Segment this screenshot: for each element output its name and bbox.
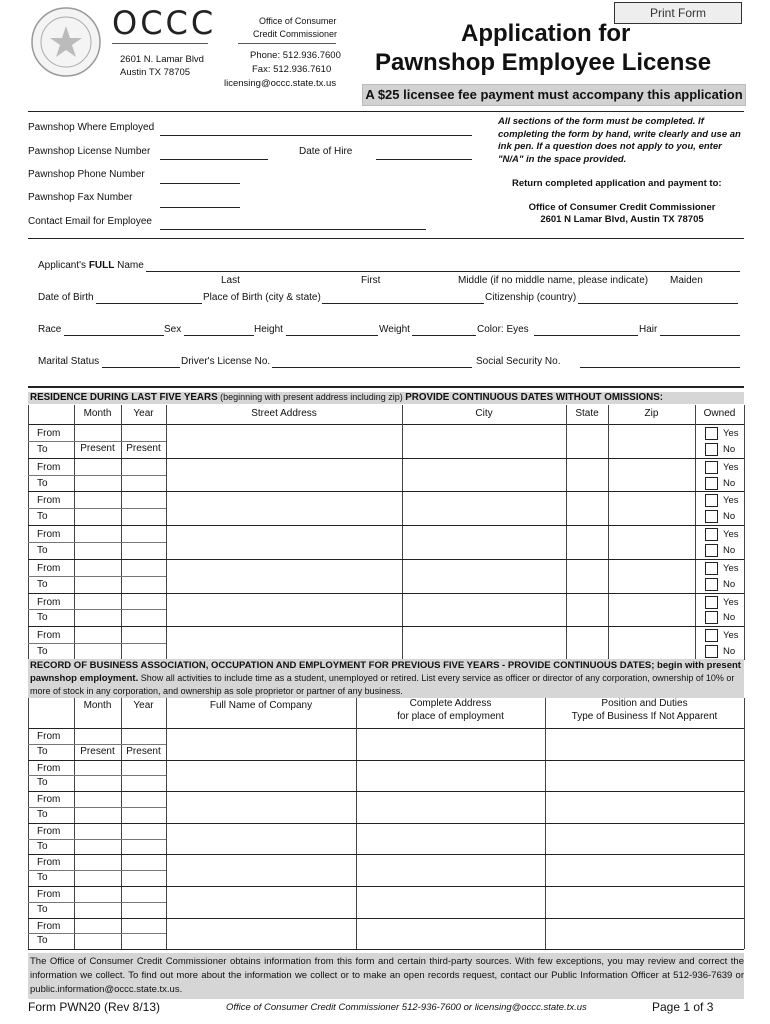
residence-row-line bbox=[28, 458, 744, 459]
title-line-2: Pawnshop Employee License bbox=[375, 49, 712, 76]
residence-col-line bbox=[744, 405, 745, 660]
owned-no-label: No bbox=[723, 544, 736, 556]
label-contact-email: Contact Email for Employee bbox=[28, 216, 152, 227]
owned-no-label: No bbox=[723, 511, 736, 523]
business-col-address-2: for place of employment bbox=[397, 711, 504, 722]
business-title: RECORD OF BUSINESS ASSOCIATION, OCCUPATION AND EMPLOYMENT FOR PREVIOUS FIVE YEARS - PROVIDE CONTINUOUS DATES; begin with present pawnshop employment. Show all activities to include time as a student, unemployed or retired. List every service as officer or director of any corporation, ownership of 10% or more of stock in any corporation, and ownership as sole proprietor or partner of any business. bbox=[30, 660, 741, 696]
business-half-line bbox=[28, 902, 166, 903]
label-middle: Middle (if no middle name, please indicate) bbox=[458, 275, 649, 286]
business-from-label: From bbox=[37, 762, 61, 774]
residence-col-line bbox=[166, 405, 167, 660]
residence-col-line bbox=[566, 405, 567, 660]
residence-half-line bbox=[28, 542, 166, 543]
divider-residence bbox=[28, 386, 744, 388]
label-race: Race bbox=[38, 324, 62, 335]
input-pob[interactable] bbox=[322, 303, 484, 304]
residence-half-line bbox=[28, 643, 166, 644]
label-pawnshop-fax: Pawnshop Fax Number bbox=[28, 192, 133, 203]
residence-col-line bbox=[608, 405, 609, 660]
residence-half-line bbox=[28, 576, 166, 577]
owned-no-label: No bbox=[723, 646, 736, 658]
owned-no-checkbox[interactable] bbox=[705, 645, 718, 658]
owned-yes-label: Yes bbox=[723, 562, 739, 574]
label-sex: Sex bbox=[164, 324, 182, 335]
label-date-of-hire: Date of Hire bbox=[299, 146, 353, 157]
input-citizenship[interactable] bbox=[578, 303, 738, 304]
residence-row-line bbox=[28, 626, 744, 627]
residence-from-label: From bbox=[37, 529, 61, 541]
return-to-text: Return completed application and payment to: bbox=[512, 178, 722, 189]
business-half-line bbox=[28, 775, 166, 776]
seal-logo bbox=[30, 6, 102, 78]
business-present-year: Present bbox=[126, 745, 161, 757]
residence-col-line bbox=[402, 405, 403, 660]
business-col-year: Year bbox=[133, 700, 154, 711]
business-row-line bbox=[28, 791, 744, 792]
residence-from-label: From bbox=[37, 495, 61, 507]
input-date-of-hire[interactable] bbox=[376, 159, 472, 160]
residence-col-4: State bbox=[575, 408, 599, 419]
business-to-label: To bbox=[37, 840, 48, 852]
owned-no-checkbox[interactable] bbox=[705, 510, 718, 523]
divider-top bbox=[28, 111, 744, 112]
business-row-line bbox=[28, 854, 744, 855]
agency-underline bbox=[238, 43, 336, 44]
residence-to-label: To bbox=[37, 612, 48, 624]
residence-from-label: From bbox=[37, 428, 61, 439]
page-number: Page 1 of 3 bbox=[652, 1000, 714, 1014]
input-hair[interactable] bbox=[660, 335, 740, 336]
owned-no-checkbox[interactable] bbox=[705, 443, 718, 456]
input-pawnshop-fax[interactable] bbox=[160, 207, 240, 208]
residence-half-line bbox=[28, 508, 166, 509]
owned-yes-checkbox[interactable] bbox=[705, 427, 718, 440]
business-from-label: From bbox=[37, 794, 61, 806]
form-id: Form PWN20 (Rev 8/13) bbox=[28, 1000, 161, 1014]
input-height[interactable] bbox=[286, 335, 378, 336]
label-drivers-license: Driver's License No. bbox=[181, 356, 271, 367]
residence-half-line bbox=[28, 441, 166, 442]
residence-half-line bbox=[28, 609, 166, 610]
label-pawnshop-phone: Pawnshop Phone Number bbox=[28, 169, 145, 180]
input-pawnshop-license-number[interactable] bbox=[160, 159, 268, 160]
print-form-button[interactable]: Print Form bbox=[614, 2, 742, 24]
input-drivers-license[interactable] bbox=[272, 367, 472, 368]
business-present-month: Present bbox=[80, 745, 115, 757]
business-row-line bbox=[28, 918, 744, 919]
label-marital-status: Marital Status bbox=[38, 356, 100, 367]
label-weight: Weight bbox=[379, 324, 410, 335]
input-pawnshop-where-employed[interactable] bbox=[160, 135, 472, 136]
label-full-name: Applicant's FULL Name bbox=[38, 260, 144, 271]
owned-no-checkbox[interactable] bbox=[705, 578, 718, 591]
residence-from-label: From bbox=[37, 630, 61, 642]
residence-col-6: Owned bbox=[703, 408, 736, 419]
label-hair: Hair bbox=[639, 324, 658, 335]
residence-from-label: From bbox=[37, 461, 61, 473]
label-maiden: Maiden bbox=[670, 275, 703, 286]
business-half-line bbox=[28, 744, 166, 745]
residence-to-label: To bbox=[37, 511, 48, 523]
business-to-label: To bbox=[37, 777, 48, 789]
owned-yes-label: Yes bbox=[723, 630, 739, 642]
business-row-line bbox=[28, 823, 744, 824]
business-from-label: From bbox=[37, 825, 61, 837]
owned-yes-checkbox[interactable] bbox=[705, 494, 718, 507]
residence-present-month: Present bbox=[80, 442, 115, 454]
residence-to-label: To bbox=[37, 578, 48, 590]
label-pawnshop-where-employed: Pawnshop Where Employed bbox=[28, 122, 155, 133]
privacy-text: The Office of Consumer Credit Commissioner obtains information from this form and certain third-party sources. With few exceptions, you may review and correct the information we collect. To find out more about the information we collect or to make an open records request, contact our Public Information Officer at 512-936-7639 or public.information@occc.state.tx.us. bbox=[30, 956, 744, 995]
business-row-line bbox=[28, 949, 744, 950]
residence-row-line bbox=[28, 491, 744, 492]
office-address: 2601 N Lamar Blvd, Austin TX 78705 bbox=[540, 214, 704, 225]
label-first: First bbox=[361, 275, 381, 286]
business-to-label: To bbox=[37, 935, 48, 947]
residence-to-label: To bbox=[37, 544, 48, 556]
email-text: licensing@occc.state.tx.us bbox=[224, 78, 337, 89]
business-col-address-1: Complete Address bbox=[409, 698, 492, 709]
label-color-eyes: Color: Eyes bbox=[477, 324, 529, 335]
residence-col-5: Zip bbox=[644, 408, 659, 419]
owned-yes-label: Yes bbox=[723, 596, 739, 608]
office-name: Office of Consumer Credit Commissioner bbox=[528, 202, 716, 213]
residence-from-label: From bbox=[37, 596, 61, 608]
residence-to-label: To bbox=[37, 646, 48, 658]
business-to-label: To bbox=[37, 872, 48, 884]
address-line-2: Austin TX 78705 bbox=[120, 67, 191, 78]
input-pawnshop-phone[interactable] bbox=[160, 183, 240, 184]
title-line-1: Application for bbox=[461, 20, 631, 47]
business-row-line bbox=[28, 886, 744, 887]
business-from-label: From bbox=[37, 731, 61, 742]
owned-no-checkbox[interactable] bbox=[705, 544, 718, 557]
business-half-line bbox=[28, 839, 166, 840]
footer-contact: Office of Consumer Credit Commissioner 512-936-7600 or licensing@occc.state.tx.us bbox=[226, 1002, 587, 1013]
business-col-position: Position and Duties bbox=[601, 698, 688, 709]
residence-col-2: Street Address bbox=[251, 408, 317, 419]
owned-no-checkbox[interactable] bbox=[705, 611, 718, 624]
residence-to-label: To bbox=[37, 443, 48, 455]
owned-yes-label: Yes bbox=[723, 495, 739, 507]
input-sex[interactable] bbox=[184, 335, 254, 336]
residence-col-3: City bbox=[475, 408, 493, 419]
input-weight[interactable] bbox=[412, 335, 476, 336]
residence-col-1: Year bbox=[133, 408, 154, 419]
agency-line-1: Office of Consumer bbox=[259, 16, 337, 26]
business-half-line bbox=[28, 807, 166, 808]
input-race[interactable] bbox=[64, 335, 164, 336]
business-col-month: Month bbox=[83, 700, 112, 711]
residence-header-line bbox=[28, 424, 744, 425]
label-pawnshop-license-number: Pawnshop License Number bbox=[28, 146, 151, 157]
label-last: Last bbox=[221, 275, 240, 286]
input-ssn[interactable] bbox=[580, 367, 740, 368]
business-half-line bbox=[28, 870, 166, 871]
owned-no-label: No bbox=[723, 443, 736, 455]
input-eyes[interactable] bbox=[534, 335, 638, 336]
residence-row-line bbox=[28, 559, 744, 560]
label-ssn: Social Security No. bbox=[476, 356, 561, 367]
owned-no-label: No bbox=[723, 612, 736, 624]
business-row-line bbox=[28, 760, 744, 761]
phone-text: Phone: 512.936.7600 bbox=[250, 50, 341, 61]
residence-to-label: To bbox=[37, 477, 48, 489]
business-header-line bbox=[28, 728, 744, 729]
owned-yes-label: Yes bbox=[723, 428, 739, 439]
label-height: Height bbox=[254, 324, 283, 335]
business-col-company: Full Name of Company bbox=[209, 700, 313, 711]
instructions-text: All sections of the form must be completed. If completing the form by hand, write clearly and use an ink pen. If a question does not apply to you, enter "N/A" in the space provided. bbox=[498, 116, 741, 165]
label-citizenship: Citizenship (country) bbox=[485, 292, 577, 303]
business-from-label: From bbox=[37, 857, 61, 869]
owned-no-label: No bbox=[723, 477, 736, 489]
residence-title: RESIDENCE DURING LAST FIVE YEARS (beginning with present address including zip) PROVIDE CONTINUOUS DATES WITHOUT OMISSIONS: bbox=[30, 392, 664, 403]
divider-applicant bbox=[28, 238, 744, 239]
business-col-line bbox=[744, 698, 745, 949]
owned-no-label: No bbox=[723, 578, 736, 590]
input-full-name[interactable] bbox=[146, 271, 740, 272]
input-marital-status[interactable] bbox=[102, 367, 180, 368]
owned-yes-label: Yes bbox=[723, 461, 739, 473]
input-dob[interactable] bbox=[96, 303, 202, 304]
residence-row-line bbox=[28, 593, 744, 594]
residence-from-label: From bbox=[37, 562, 61, 574]
fax-text: Fax: 512.936.7610 bbox=[252, 64, 332, 75]
residence-col-0: Month bbox=[83, 408, 112, 419]
owned-yes-label: Yes bbox=[723, 529, 739, 541]
residence-row-line bbox=[28, 525, 744, 526]
logo-underline bbox=[112, 43, 208, 44]
business-col-type: Type of Business If Not Apparent bbox=[571, 711, 718, 722]
owned-yes-checkbox[interactable] bbox=[705, 528, 718, 541]
residence-half-line bbox=[28, 475, 166, 476]
business-half-line bbox=[28, 933, 166, 934]
business-to-label: To bbox=[37, 903, 48, 915]
label-dob: Date of Birth bbox=[38, 292, 94, 303]
input-contact-email[interactable] bbox=[160, 229, 426, 230]
label-pob: Place of Birth (city & state) bbox=[203, 292, 321, 303]
business-from-label: From bbox=[37, 889, 61, 900]
owned-yes-checkbox[interactable] bbox=[705, 562, 718, 575]
residence-col-line bbox=[695, 405, 696, 660]
business-to-label: To bbox=[37, 745, 48, 757]
business-to-label: To bbox=[37, 809, 48, 820]
address-line-1: 2601 N. Lamar Blvd bbox=[120, 54, 204, 65]
fee-banner: A $25 licensee fee payment must accompany this application bbox=[362, 84, 746, 106]
agency-line-2: Credit Commissioner bbox=[253, 29, 338, 39]
owned-yes-checkbox[interactable] bbox=[705, 629, 718, 642]
owned-no-checkbox[interactable] bbox=[705, 477, 718, 490]
residence-col-line bbox=[28, 405, 29, 660]
owned-yes-checkbox[interactable] bbox=[705, 596, 718, 609]
residence-present-year: Present bbox=[126, 442, 161, 454]
owned-yes-checkbox[interactable] bbox=[705, 461, 718, 474]
logo-wordmark: OCCC bbox=[112, 4, 217, 42]
business-from-label: From bbox=[37, 920, 61, 932]
